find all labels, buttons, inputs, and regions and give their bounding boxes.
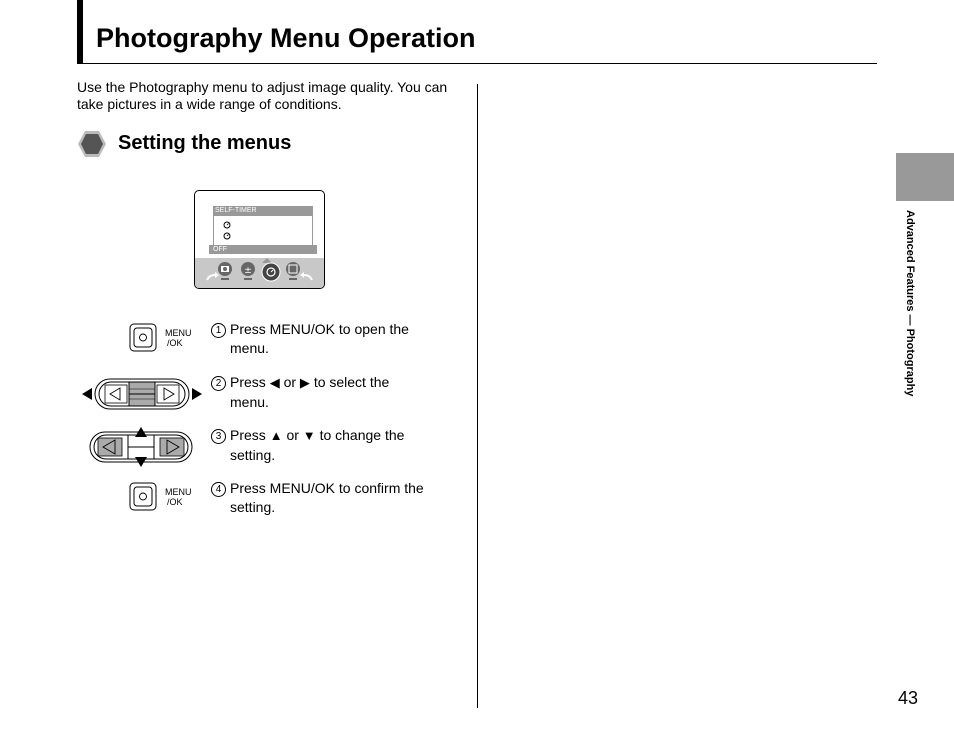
step-text-line2: setting. — [230, 446, 276, 463]
step-number: 2 — [211, 376, 226, 391]
step-text-press: Press — [230, 427, 266, 443]
left-arrow-icon: ◀ — [269, 375, 280, 390]
lcd-selected-option: OFF — [209, 245, 317, 254]
step-text-press: Press — [230, 374, 266, 390]
hexagon-bullet-icon — [77, 130, 107, 158]
camera-icon — [218, 262, 232, 279]
step-1 — [211, 320, 441, 357]
step-text-line2: menu. — [230, 393, 269, 410]
intro-paragraph: Use the Photography menu to adjust image quality. You can take pictures in a wide range of conditions. — [77, 79, 448, 112]
menu-label-top: MENU — [165, 328, 192, 338]
right-arrow-icon: ▶ — [299, 375, 310, 390]
step-text-line1: Press MENU/OK to confirm the — [230, 480, 424, 496]
down-arrow-icon: ▼ — [302, 428, 316, 443]
step-2 — [211, 373, 441, 411]
step-4 — [211, 479, 441, 516]
page-title: Photography Menu Operation — [96, 23, 476, 53]
step-number: 1 — [211, 323, 226, 338]
step-text-or: or — [283, 374, 297, 390]
menu-ok-button-icon — [129, 482, 195, 512]
step-text-or: or — [286, 427, 299, 443]
step-text-post: to select the — [313, 374, 390, 390]
step-text-line1: Press MENU/OK to open the — [230, 321, 409, 337]
step-3 — [211, 426, 441, 464]
chapter-tab — [896, 153, 954, 201]
step-number: 3 — [211, 429, 226, 444]
step-number: 4 — [211, 482, 226, 497]
menu-label-top: MENU — [165, 487, 192, 497]
chapter-label: Advanced Features — Photography — [904, 210, 916, 397]
menu-label-bottom: /OK — [167, 338, 183, 348]
section-heading: Setting the menus — [118, 132, 292, 154]
lcd-screen-illustration — [194, 190, 325, 289]
menu-label-bottom: /OK — [167, 497, 183, 507]
quality-icon — [286, 262, 300, 279]
self-timer-icon — [262, 263, 280, 281]
svg-text:±: ± — [244, 266, 252, 276]
lcd-menu-title: SELF-TIMER — [213, 206, 313, 215]
flash-ev-icon — [241, 262, 255, 279]
lcd-icons — [195, 191, 324, 288]
page-number: 43 — [898, 688, 919, 708]
step-text-line2: setting. — [230, 498, 276, 515]
column-divider — [477, 84, 478, 708]
title-bar — [77, 0, 877, 64]
return-arrow-icon — [207, 272, 219, 280]
up-arrow-icon: ▲ — [269, 428, 283, 443]
dpad-up-down-icon — [89, 426, 195, 468]
forward-arrow-icon — [300, 272, 312, 280]
step-text-line2: menu. — [230, 339, 269, 356]
menu-ok-button-icon — [129, 323, 195, 353]
step-text-post: to change the — [319, 427, 405, 443]
dpad-left-right-icon — [80, 377, 204, 411]
